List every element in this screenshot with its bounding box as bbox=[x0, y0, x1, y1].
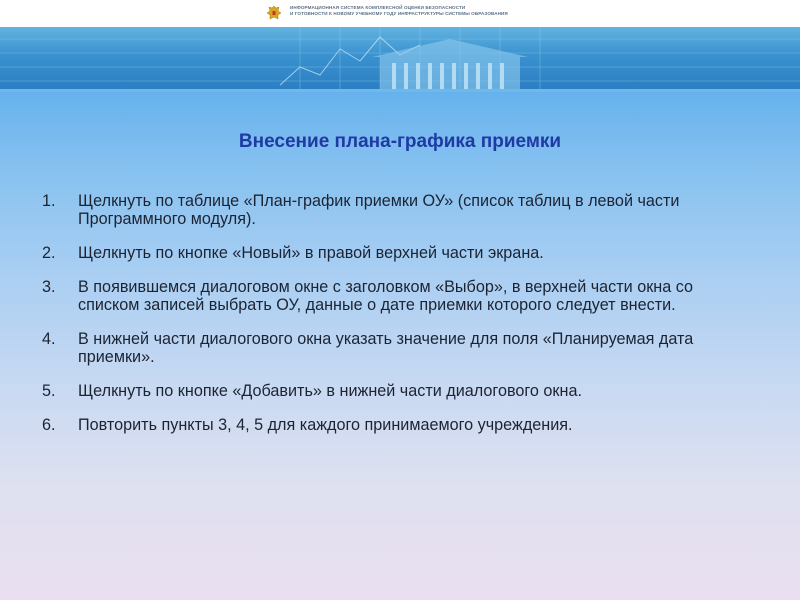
step-text: В появившемся диалоговом окне с заголовком «Выбор», в верхней части окна со списком записей выбрать ОУ, данные о дате приемки которого следует внести. bbox=[78, 278, 694, 314]
step-number: 4. bbox=[42, 330, 56, 348]
slide-body bbox=[0, 92, 800, 600]
step-text: Щелкнуть по кнопке «Новый» в правой верхней части экрана. bbox=[78, 244, 544, 262]
step-number: 5. bbox=[42, 382, 56, 400]
step-text: В нижней части диалогового окна указать значение для поля «Планируемая дата приемки». bbox=[78, 330, 694, 366]
steps-list bbox=[42, 192, 722, 450]
step-text: Щелкнуть по кнопке «Добавить» в нижней части диалогового окна. bbox=[78, 382, 582, 400]
step-item bbox=[42, 192, 722, 228]
step-number: 1. bbox=[42, 192, 56, 210]
header-line-1: ИНФОРМАЦИОННАЯ СИСТЕМА КОМПЛЕКСНОЙ ОЦЕНКИ БЕЗОПАСНОСТИ bbox=[290, 5, 466, 10]
step-item bbox=[42, 244, 722, 262]
header-line-2: И ГОТОВНОСТИ К НОВОМУ УЧЕБНОМУ ГОДУ ИНФРАСТРУКТУРЫ СИСТЕМЫ ОБРАЗОВАНИЯ bbox=[290, 11, 508, 16]
step-number: 6. bbox=[42, 416, 56, 434]
step-item bbox=[42, 278, 722, 314]
step-text: Повторить пункты 3, 4, 5 для каждого принимаемого учреждения. bbox=[78, 416, 573, 434]
russian-coat-of-arms-icon bbox=[265, 4, 283, 22]
slide-title: Внесение плана-графика приемки bbox=[238, 131, 562, 152]
step-text: Щелкнуть по таблице «План-график приемки ОУ» (список таблиц в левой части Программного модуля). bbox=[78, 192, 680, 228]
header-text bbox=[290, 5, 650, 17]
banner bbox=[0, 27, 800, 89]
step-number: 2. bbox=[42, 244, 56, 262]
banner-decoration bbox=[0, 27, 800, 89]
step-item bbox=[42, 416, 722, 434]
header-strip bbox=[0, 0, 800, 27]
step-item bbox=[42, 382, 722, 400]
step-item bbox=[42, 330, 722, 366]
step-number: 3. bbox=[42, 278, 56, 296]
